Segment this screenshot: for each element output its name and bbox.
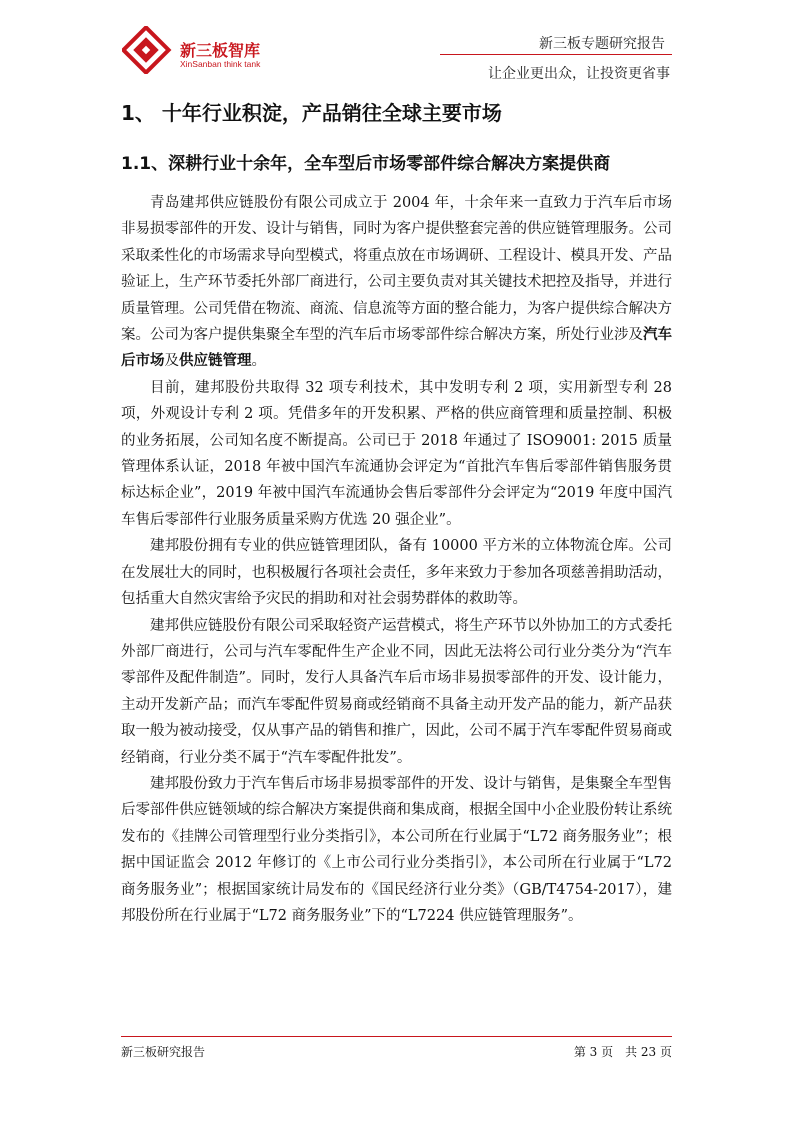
footer-label: 新三板研究报告 [121, 1045, 206, 1059]
paragraph-5: 建邦股份致力于汽车售后市场非易损零部件的开发、设计与销售，是集聚全车型售后零部件供应链领域的综合解决方案提供商和集成商，根据全国中小企业股份转让系统发布的《挂牌公司管理型行业分类指引》，本公司所在行业属于“L72 商务服务业”；根据中国证监会 2012 年修订的《上市公司行业分类指引》，本公司所在行业属于“L72 商务服务业”；根据国家统计局发布的《国民经济行业分类》（GB/T4754-2017），建邦股份所在行业属于“L72 商务服务业”下的“L7224 供应链管理服务”。 [121, 775, 672, 924]
page-number: 第 3 页 共 23 页 [573, 1045, 672, 1059]
keyword-supply-chain: 供应链管理 [179, 353, 252, 370]
paragraph-1 [121, 190, 672, 375]
paragraph-3: 建邦股份拥有专业的供应链管理团队，备有 10000 平方米的立体物流仓库。公司在发展壮大的同时，也积极履行各项社会责任，多年来致力于参加各项慈善捐助活动，包括重大自然灾害给予灾民的捐助和对社会弱势群体的救助等。 [121, 538, 672, 608]
logo-text: 新三板智库 [180, 41, 261, 60]
header-slogan: 让企业更出众，让投资更省事 [488, 66, 670, 82]
body-text [121, 190, 672, 929]
paragraph-1-text: 青岛建邦供应链股份有限公司成立于 2004 年，十余年来一直致力于汽车后市场非易损零部件的开发、设计与销售，同时为客户提供整套完善的供应链管理服务。公司采取柔性化的市场需求导向型模式，将重点放在市场调研、工程设计、模具开发、产品验证上，生产环节委托外部厂商进行，公司主要负责对其关键技术把控及指导，并进行质量管理。公司凭借在物流、商流、信息流等方面的整合能力，为客户提供综合解决方案。公司为客户提供集聚全车型的汽车后市场零部件综合解决方案，所处行业涉及 [121, 195, 672, 344]
paragraph-1-conj: 及 [164, 353, 179, 370]
subsection-heading: 1.1、深耕行业十余年，全车型后市场零部件综合解决方案提供商 [121, 154, 611, 174]
paragraph-1-end: 。 [251, 353, 266, 370]
logo-subtext: XinSanban think tank [180, 59, 261, 69]
paragraph-2: 目前，建邦股份共取得 32 项专利技术，其中发明专利 2 项，实用新型专利 28 项，外观设计专利 2 项。凭借多年的开发积累、严格的供应商管理和质量控制、积极的业务拓展，公司知名度不断提高。公司已于 2018 年通过了 ISO9001: 2015 质量管理体系认证，2018 年被中国汽车流通协会评定为“首批汽车售后零部件销售服务贯标达标企业”，2019 年被中国汽车流通协会售后零部件分会评定为“2019 年度中国汽车售后零部件行业服务质量采购方优选 20 强企业”。 [121, 379, 672, 528]
logo [122, 26, 292, 74]
header-divider [440, 54, 672, 55]
logo-diamond-icon [122, 26, 174, 74]
section-heading: 1、 十年行业积淀，产品销往全球主要市场 [121, 101, 502, 125]
paragraph-4: 建邦供应链股份有限公司采取轻资产运营模式，将生产环节以外协加工的方式委托外部厂商进行，公司与汽车零配件生产企业不同，因此无法将公司行业分类分为“汽车零部件及配件制造”。同时，发行人具备汽车后市场非易损零部件的开发、设计能力，主动开发新产品；而汽车零配件贸易商或经销商不具备主动开发产品的能力，新产品获取一般为被动接受，仅从事产品的销售和推广，因此，公司不属于汽车零配件贸易商或经销商，行业分类不属于“汽车零配件批发”。 [121, 617, 672, 766]
footer-divider [121, 1036, 672, 1037]
keyword-auto-aftermarket: 汽车后市场 [121, 327, 672, 370]
report-title: 新三板专题研究报告 [539, 36, 665, 52]
